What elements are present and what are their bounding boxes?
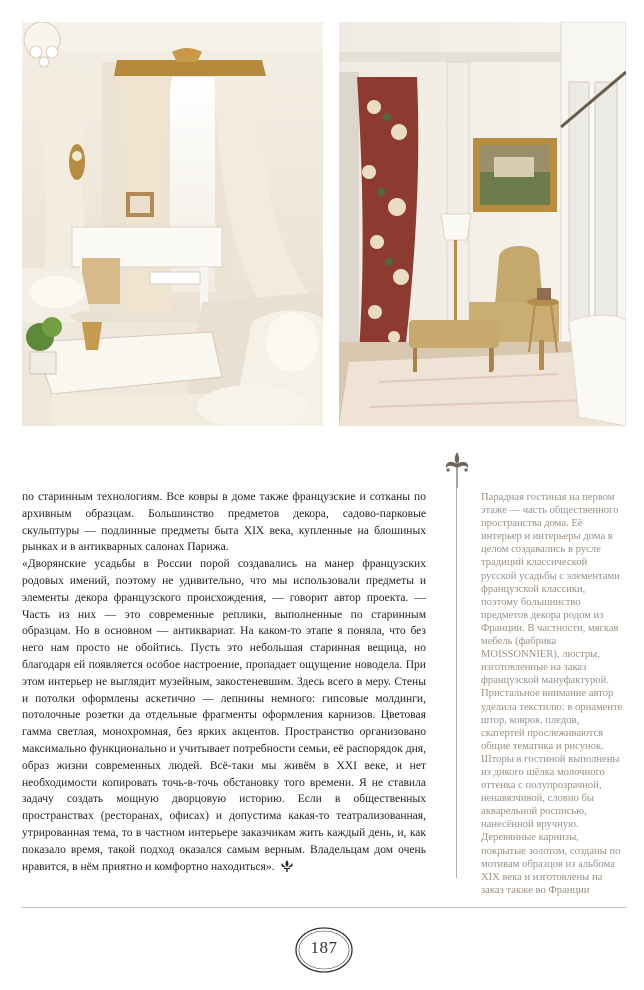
page-number: 187 — [310, 938, 338, 957]
footer-rule — [22, 907, 626, 908]
article-quote-paragraph — [22, 556, 426, 875]
caption-divider — [456, 488, 457, 878]
article-body — [22, 489, 426, 875]
ornament-icon — [442, 450, 472, 488]
fleur-de-lis-icon — [280, 860, 294, 872]
sitting-corner-armchair-photo — [339, 22, 626, 426]
living-room-piano-photo — [22, 22, 323, 426]
photo-caption: Парадная гостиная на первом этаже — часть общественного пространства дома. Её интерьер и интерьеры дома в целом создавались в русле традиций классической русской усадьбы с элементами французской классики, поэтому большинство предметов декора родом из Франции. В частности, мягкая мебель (фабрика MOISSONNIER), люстры, изготовленные на заказ французской мануфактурой. Пристальное внимание автор уделила текстилю: в орнаменте штор, ковров, пледов, скатертей прослеживаются общие тематика и рисунок. Шторы в гостиной выполнены из дикого шёлка молочного оттенка с полупрозрачной, ненавязчивой, словно бы акварельной росписью, нанесённой вручную. Деревянные карнизы, покрытые золотом, созданы по мотивам образцов из альбома XIX века и изготовлены на заказ также во Франции — [481, 492, 623, 896]
article-paragraph: по старинным технологиям. Все ковры в доме также французские и сотканы по архивным образцам. Большинство предметов декора, садово-парковые скульптуры — подлинные предметы быта XIX века, купленные на блошиных рынках и в антикварных салонах Парижа. — [22, 491, 426, 554]
article-quote-text: «Дворянские усадьбы в России порой создавались на манер французских родовых имений, поэтому не удивительно, что мы использовали предметы и элементы декора французского происхождения, — говорит автор проекта. — Часть из них — это современные реплики, выполненные по старинным образцам. Но в основном — антиквариат. На каком-то этапе я поняла, что без него нам просто не обойтись. Пусть это небольшая старинная вещица, но благодаря ей появляется особое настроение, пропадает ощущение новодела. При этом интерьер не выглядит музейным, закостеневшим. Здесь всего в меру. Стены и потолки оформлены аскетично — лепнины немного: гипсовые молдинги, потолочные розетки да отдельные фрагменты оформления карнизов. Цветовая гамма светлая, монохромная, без ярких акцентов. Пространство организовано максимально функционально и учитывает потребности семьи, её распорядок дня, образ жизни современных людей. Всё-таки мы живём в XXI веке, и нет необходимости копировать точь-в-точь обстановку того времени. Я не ставила задачу создать мощную дворцовую историю. Если в общественных пространствах (ресторанах, офисах) и допустима какая-то театрализованная, утрированная тема, то в частном интерьере заказчикам жить каждый день, и, как показало время, такой подход оказался самым верным. Владельцам дом очень нравится, в нём приятно и комфортно находиться». — [22, 558, 426, 873]
